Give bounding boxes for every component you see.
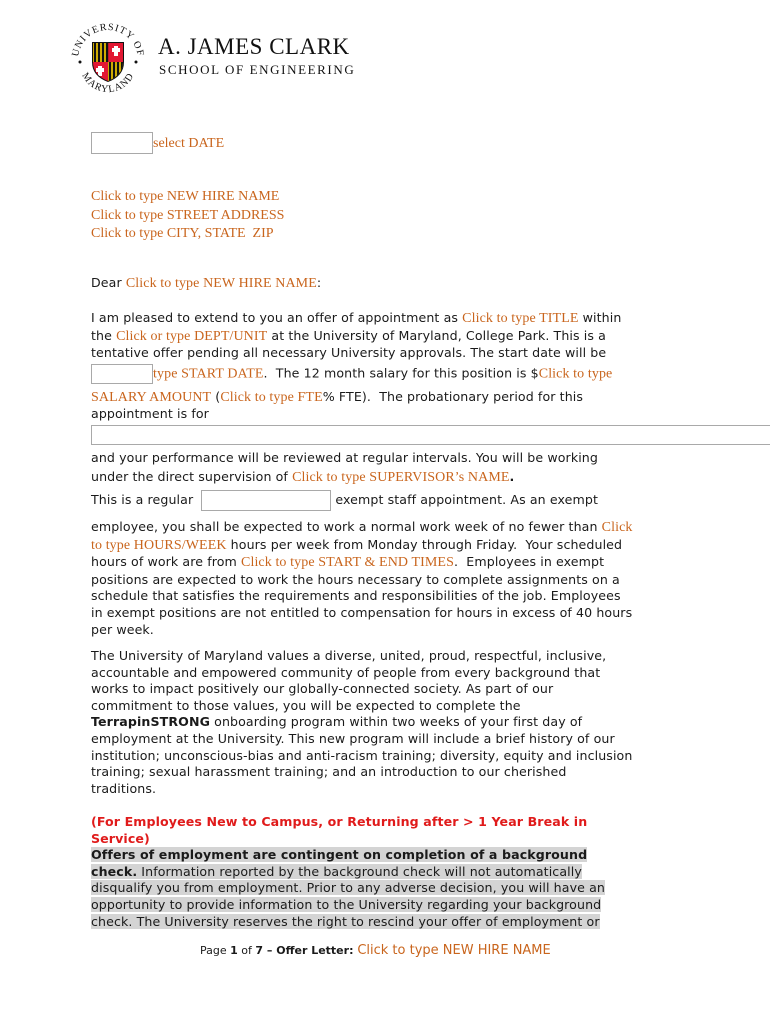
- footer-name-field[interactable]: Click to type NEW HIRE NAME: [357, 943, 551, 958]
- address-name[interactable]: Click to type NEW HIRE NAME: [91, 189, 280, 204]
- address-block: [91, 188, 284, 244]
- salary-field[interactable]: Click to type: [538, 366, 613, 382]
- title-field[interactable]: Click to type TITLE: [462, 311, 579, 326]
- salutation: Dear Click to type NEW HIRE NAME:: [91, 275, 322, 291]
- probation-period-field[interactable]: [91, 425, 770, 445]
- hours-field[interactable]: Click: [601, 520, 633, 535]
- work-times-field[interactable]: Click to type START & END TIMES: [241, 555, 454, 571]
- start-date-placeholder[interactable]: type START DATE: [153, 366, 264, 382]
- terrapin-strong: TerrapinSTRONG: [91, 714, 211, 730]
- exempt-paragraph: This is a regular exempt staff appointment. As an exempt employee, you shall be expected to work a normal work week of no fewer than Click to type HOURS/WEEK hours per week from Monday through Friday. Your scheduled hours of work are from Click to type START & END TIMES. Employees in exempt positions are expected to work the hours necessary to complete assignments on a schedule that satisfies the requirements and responsibilities of the job. Employees in exempt positions are not entitled to compensation for hours in excess of 40 hours per week.: [91, 492, 633, 637]
- appointment-type-field[interactable]: [201, 490, 331, 511]
- date-row: [91, 132, 224, 154]
- page-total: 7: [255, 944, 264, 957]
- school-name: A. JAMES CLARK: [158, 34, 350, 59]
- page-footer: Page 1 of 7 – Offer Letter: Click to type NEW HIRE NAME: [200, 943, 551, 958]
- school-subtitle: SCHOOL OF ENGINEERING: [159, 62, 356, 77]
- seal-text-top: UNIVERSITY OF: [70, 21, 146, 58]
- date-placeholder[interactable]: select DATE: [153, 136, 225, 151]
- header-logo: [68, 18, 368, 98]
- address-street[interactable]: Click to type STREET ADDRESS: [91, 207, 285, 223]
- page-number: 1: [230, 944, 238, 957]
- university-seal-icon: [68, 18, 148, 98]
- supervisor-field[interactable]: Click to type SUPERVISOR’s NAME: [292, 469, 510, 485]
- dept-field[interactable]: Click or type DEPT/UNIT: [116, 328, 268, 344]
- fte-field[interactable]: Click to type FTE: [220, 389, 323, 405]
- date-field[interactable]: [91, 132, 153, 154]
- values-paragraph: The University of Maryland values a diverse, united, proud, respectful, inclusive, accountable and empowered community of people from every background that works to impact positively our globally-connected society. As part of our commitment to those values, you will be expected to complete the TerrapinSTRONG onboarding program within two weeks of your first day of employment at the University. This new program will include a brief history of our institution; unconscious-bias and anti-racism training; diversity, equity and inclusion training; sexual harassment training; and an introduction to our cherished traditions.: [91, 648, 633, 796]
- hours-field-cont[interactable]: to type HOURS/WEEK: [91, 537, 227, 553]
- address-city[interactable]: Click to type CITY, STATE ZIP: [91, 226, 274, 241]
- salutation-name[interactable]: Click to type NEW HIRE NAME: [125, 276, 317, 291]
- start-date-field[interactable]: [91, 364, 153, 384]
- seal-text-bottom: MARYLAND: [79, 70, 137, 96]
- background-check-paragraph: (For Employees New to Campus, or Returning after > 1 Year Break in Service) Offers of employment are contingent on completion of a background check. Information reported by the background check will not automatically disqualify you from employment. Prior to any adverse decision, you will have an opportunity to provide information to the University regarding your background check. The University reserves the right to rescind your offer of employment or: [91, 814, 605, 929]
- salary-amount-field[interactable]: SALARY AMOUNT: [91, 389, 212, 405]
- new-employees-heading: (For Employees New to Campus, or Returning after > 1 Year Break in: [91, 814, 588, 829]
- offer-paragraph: I am pleased to extend to you an offer of appointment as Click to type TITLE within the Click or type DEPT/UNIT at the University of Maryland, College Park. This is a tentative offer pending all necessary University approvals. The start date will be type START DATE. The 12 month salary for this position is $Click to type SALARY AMOUNT (Click to type FTE% FTE). The probationary period for this appointment is for and your performance will be reviewed at regular intervals. You will be working under the direct supervision of Click to type SUPERVISOR’s NAME.: [91, 310, 770, 486]
